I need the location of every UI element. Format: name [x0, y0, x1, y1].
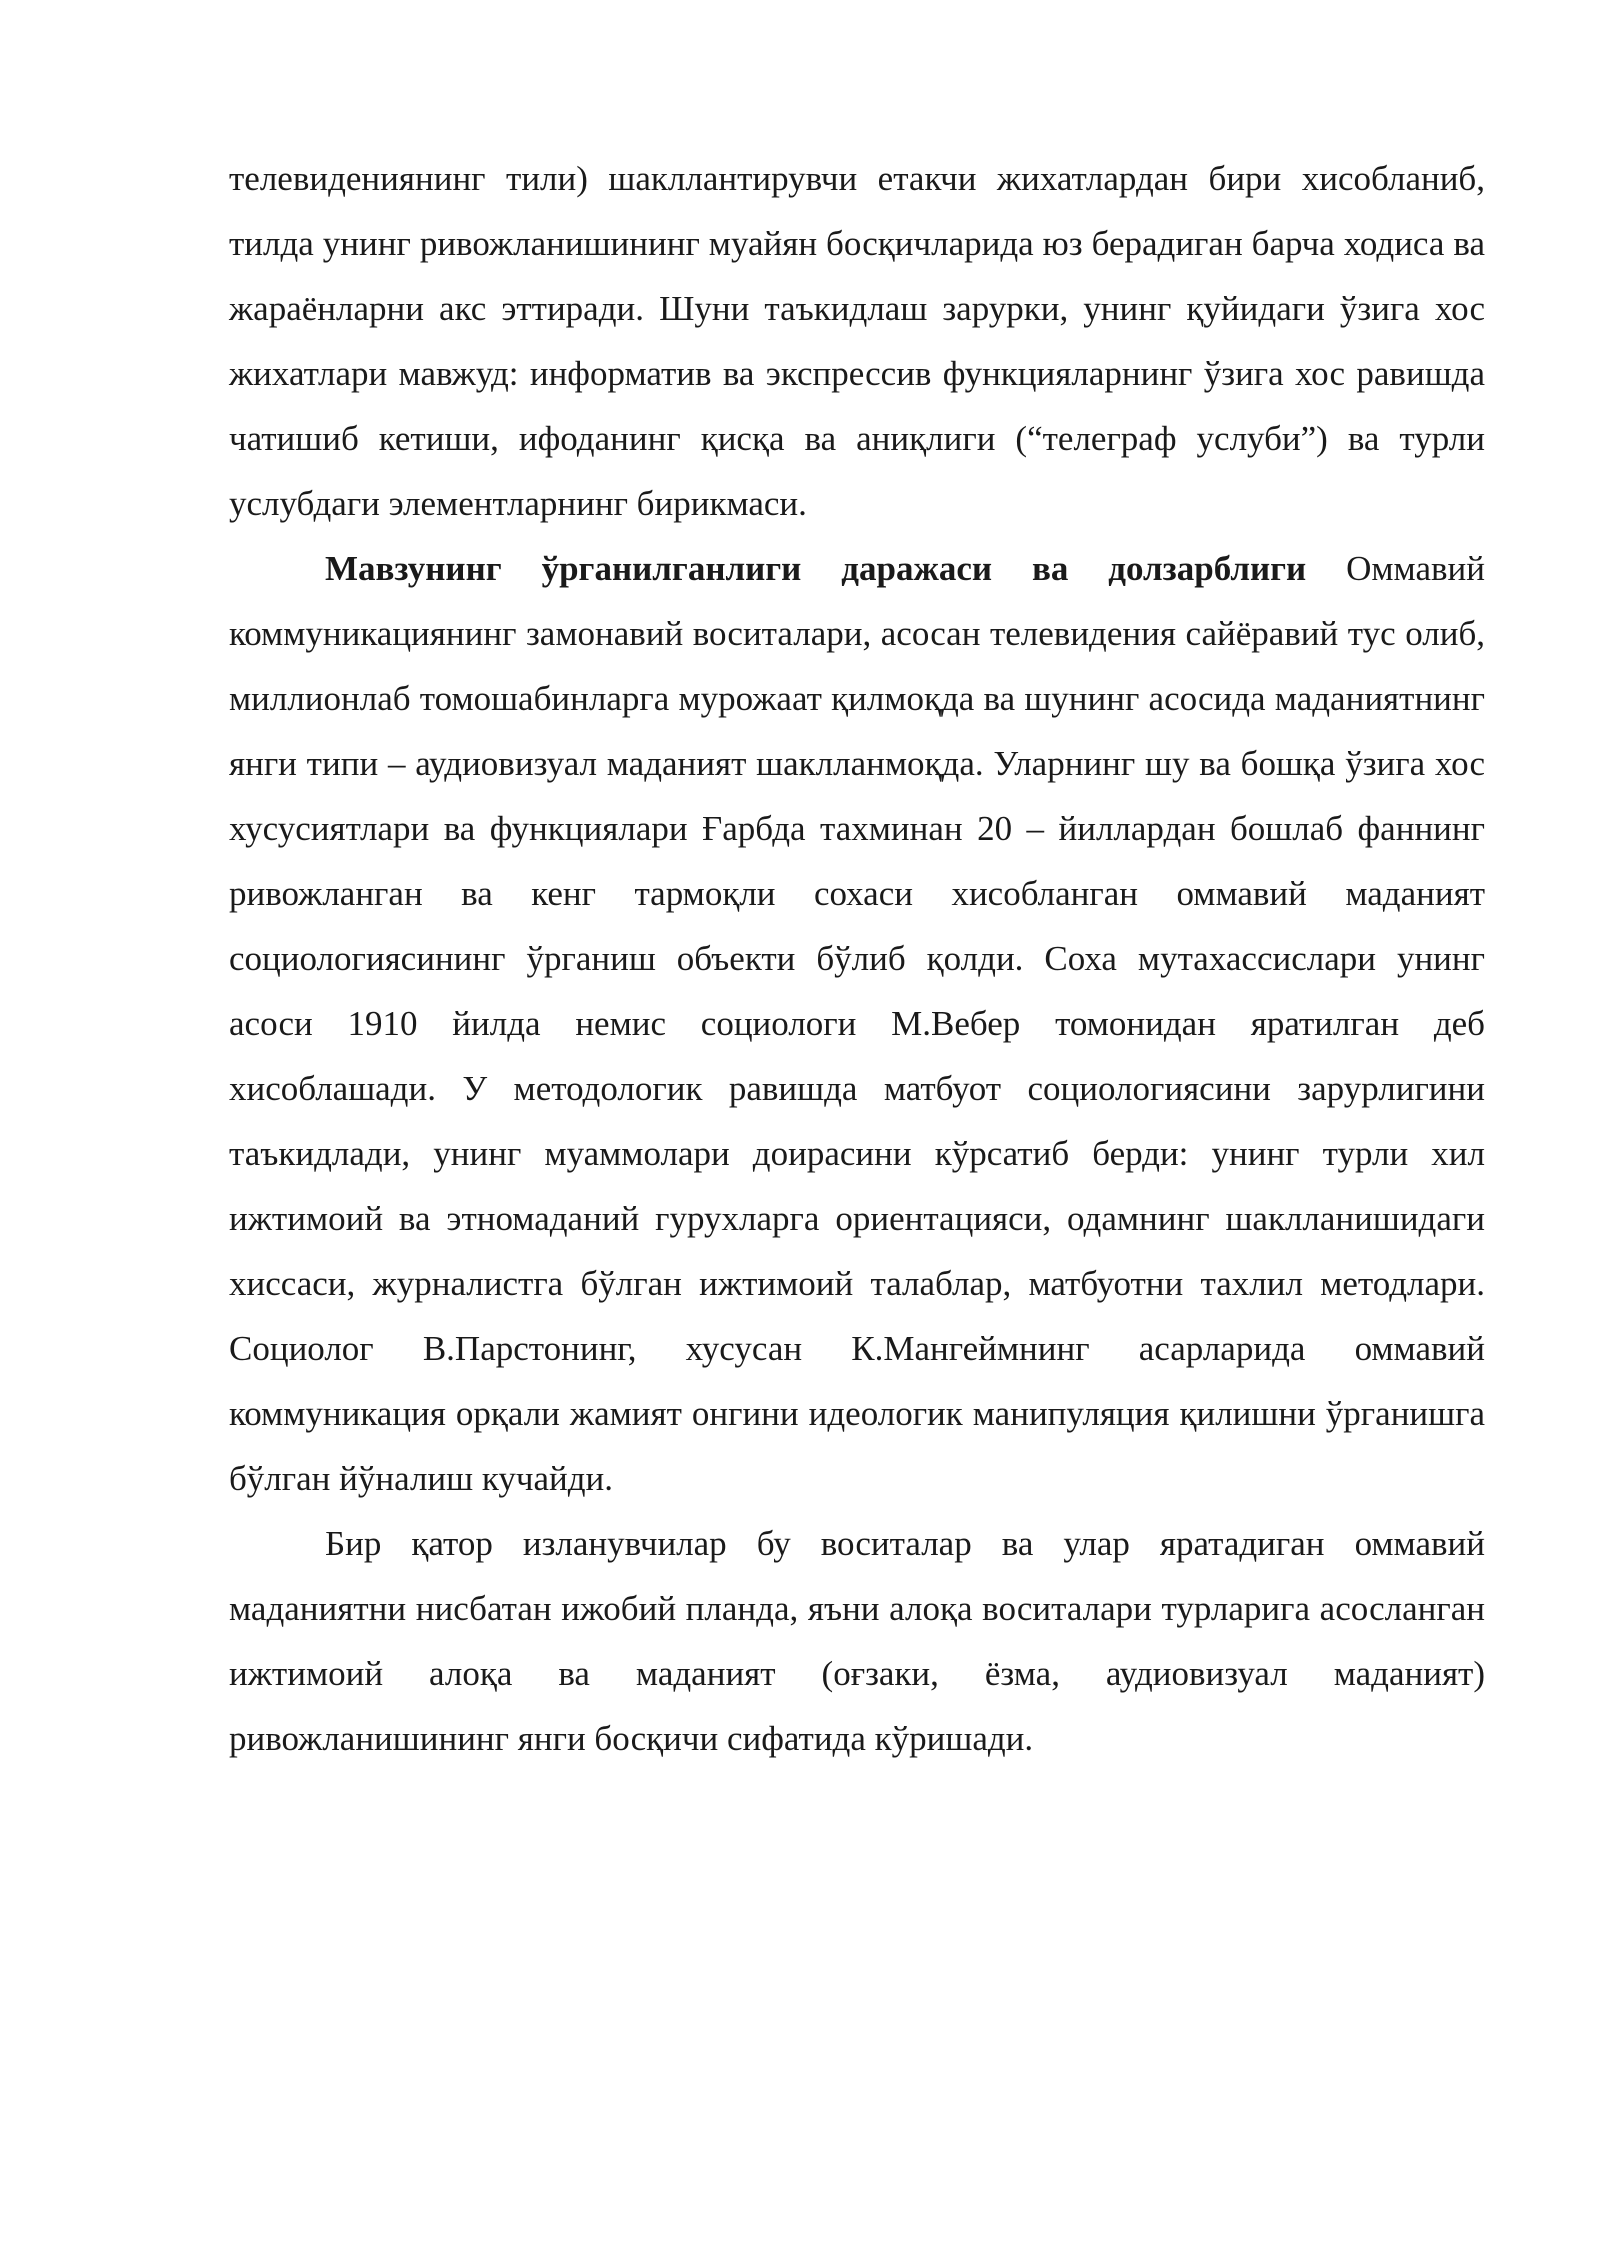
section-heading: Мавзунинг ўрганилганлиги даражаси ва долзарблиги: [325, 549, 1307, 588]
paragraph-2: [229, 536, 1485, 1511]
paragraph-1: телевидениянинг тили) шакллантирувчи етакчи жихатлардан бири хисобланиб, тилда унинг ривожланишининг муайян босқичларида юз берадиган барча ходиса ва жараёнларни акс эттиради. Шуни таъкидлаш зарурки, унинг қуйидаги ўзига хос жихатлари мавжуд: информатив ва экспрессив функцияларнинг ўзига хос равишда чатишиб кетиши, ифоданинг қисқа ва аниқлиги (“телеграф услуби”) ва турли услубдаги элементларнинг бирикмаси.: [229, 159, 1485, 523]
paragraph-2-body: Оммавий коммуникациянинг замонавий воситалари, асосан телевидения сайёравий тус олиб, миллионлаб томошабинларга мурожаат қилмоқда ва шунинг асосида маданиятнинг янги типи – аудиовизуал маданият шаклланмоқда. Уларнинг шу ва бошқа ўзига хос хусусиятлари ва функциялари Ғарбда тахминан 20 – йиллардан бошлаб фаннинг ривожланган ва кенг тармоқли сохаси хисобланган оммавий маданият социологиясининг ўрганиш объекти бўлиб қолди. Соха мутахассислари унинг асоси 1910 йилда немис социологи М.Вебер томонидан яратилган деб хисоблашади. У методологик равишда матбуот социологиясини зарурлигини таъкидлади, унинг муаммолари доирасини кўрсатиб берди: унинг турли хил ижтимоий ва этномаданий гурухларга ориентацияси, одамнинг шаклланишидаги хиссаси, журналистга бўлган ижтимоий талаблар, матбуотни тахлил методлари. Социолог В.Парстонинг, хусусан К.Мангеймнинг асарларида оммавий коммуникация орқали жамият онгини идеологик манипуляция қилишни ўрганишга бўлган йўналиш кучайди.: [229, 549, 1485, 1498]
document-body: [229, 146, 1485, 1771]
paragraph-3: Бир қатор изланувчилар бу воситалар ва улар яратадиган оммавий маданиятни нисбатан ижобий планда, яъни алоқа воситалари турларига асосланган ижтимоий алоқа ва маданият (оғзаки, ёзма, аудиовизуал маданият) ривожланишининг янги босқичи сифатида кўришади.: [229, 1524, 1485, 1758]
